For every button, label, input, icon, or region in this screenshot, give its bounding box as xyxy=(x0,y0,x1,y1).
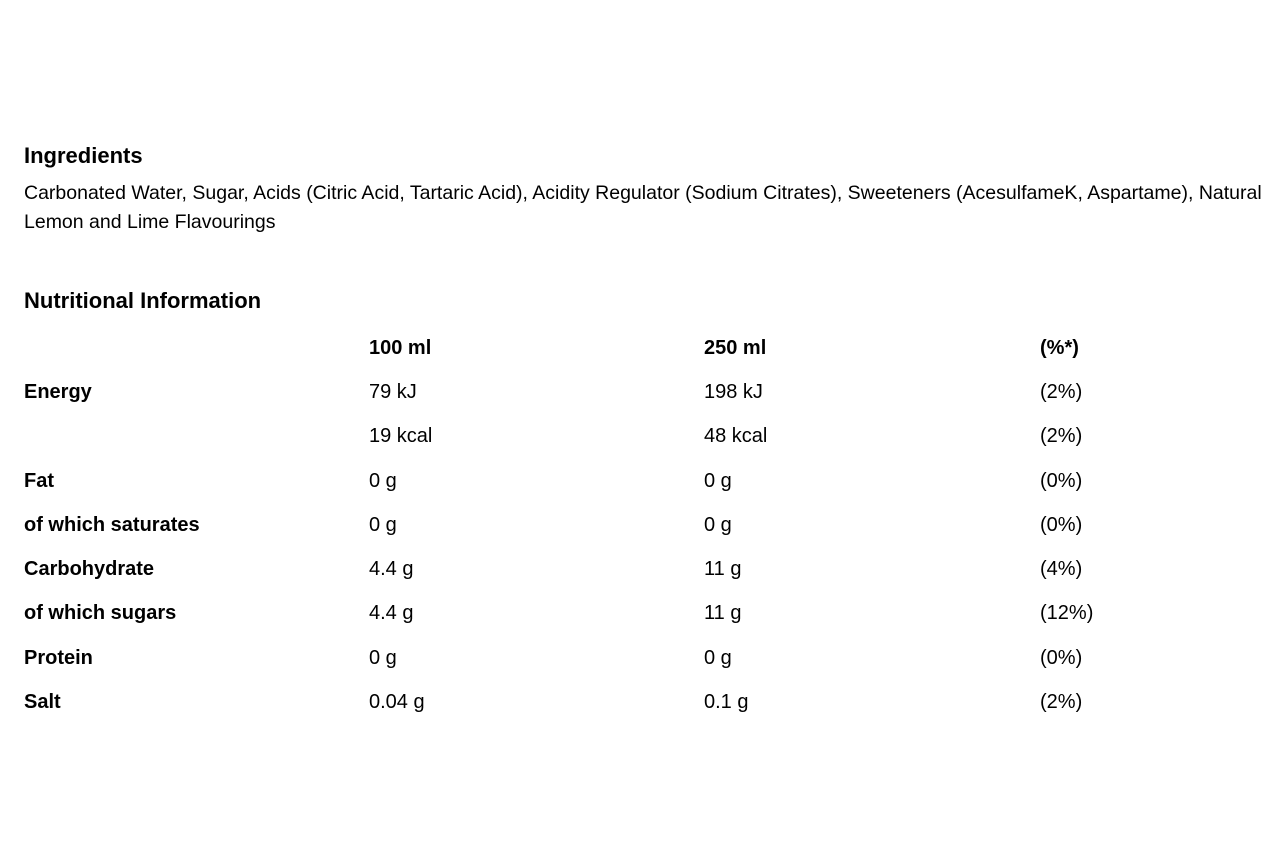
per-250ml-value: 0 g xyxy=(704,513,732,536)
nutrient-name: Carbohydrate xyxy=(24,558,155,581)
per-250ml-column-header: 250 ml xyxy=(704,336,767,359)
per-100ml-value: 0 g xyxy=(369,513,397,536)
nutrient-name: of which sugars xyxy=(24,602,177,625)
nutrient-name: Salt xyxy=(24,691,61,714)
per-250ml-value: 11 g xyxy=(704,602,742,625)
table-row xyxy=(24,415,1264,459)
per-100ml-value: 19 kcal xyxy=(369,425,433,448)
nutrient-name: Fat xyxy=(24,469,54,492)
nutrient-name xyxy=(24,415,369,459)
per-100ml-value: 79 kJ xyxy=(369,380,417,403)
per-250ml-value: 0 g xyxy=(704,646,732,669)
ingredients-text: Carbonated Water, Sugar, Acids (Citric Acid, Tartaric Acid), Acidity Regulator (Sodium Citrates), Sweeteners (AcesulfameK, Aspartame), Natural Lemon and Lime Flavourings xyxy=(24,182,1262,233)
table-row xyxy=(24,592,1264,636)
nutrient-column-header xyxy=(24,326,369,370)
per-250ml-value: 11 g xyxy=(704,558,742,581)
per-100ml-value: 0 g xyxy=(369,469,397,492)
table-row xyxy=(24,636,1264,680)
per-250ml-value: 0 g xyxy=(704,469,732,492)
nutrition-header-row xyxy=(24,326,1264,370)
per-250ml-value: 198 kJ xyxy=(704,380,763,403)
nutrition-heading: Nutritional Information xyxy=(24,288,262,313)
ingredients-heading: Ingredients xyxy=(24,143,143,168)
per-100ml-value: 4.4 g xyxy=(369,602,414,625)
percent-value: (2%) xyxy=(1040,380,1083,403)
percent-value: (4%) xyxy=(1040,558,1083,581)
percent-column-header: (%*) xyxy=(1040,336,1079,359)
nutrient-name: Energy xyxy=(24,380,92,403)
nutrient-name: of which saturates xyxy=(24,513,200,536)
percent-value: (0%) xyxy=(1040,646,1083,669)
nutrition-table xyxy=(24,326,1264,725)
nutrient-name: Protein xyxy=(24,646,93,669)
table-row xyxy=(24,680,1264,724)
per-250ml-value: 0.1 g xyxy=(704,691,749,714)
per-100ml-value: 0.04 g xyxy=(369,691,425,714)
table-row xyxy=(24,503,1264,547)
percent-value: (0%) xyxy=(1040,469,1083,492)
per-100ml-value: 0 g xyxy=(369,646,397,669)
per-250ml-value: 48 kcal xyxy=(704,425,768,448)
per-100ml-column-header: 100 ml xyxy=(369,336,432,359)
table-row xyxy=(24,459,1264,503)
percent-value: (2%) xyxy=(1040,425,1083,448)
table-row xyxy=(24,370,1264,414)
percent-value: (12%) xyxy=(1040,602,1094,625)
table-row xyxy=(24,547,1264,591)
percent-value: (0%) xyxy=(1040,513,1083,536)
percent-value: (2%) xyxy=(1040,691,1083,714)
per-100ml-value: 4.4 g xyxy=(369,558,414,581)
